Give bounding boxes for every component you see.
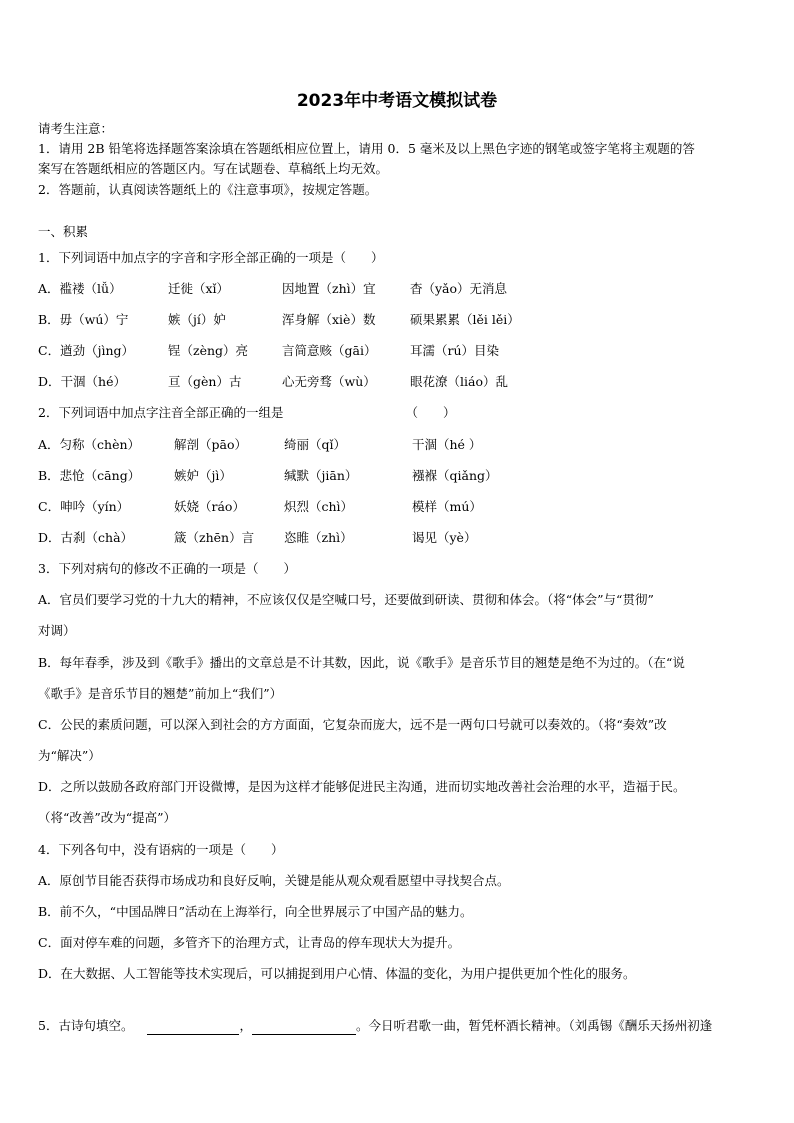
q4-stem: 4．下列各句中，没有语病的一项是（ ） xyxy=(38,842,284,857)
q2-option-d: D．古刹（chà） 箴（zhēn）言 恣睢（zhì） 谒见（yè） xyxy=(38,530,477,545)
q1-option-c: C．遒劲（jìng） 锃（zèng）亮 言简意赅（gāi） 耳濡（rú）目染 xyxy=(38,343,500,358)
q2-option-b: B．悲怆（cāng） 嫉妒（jì） 缄默（jiān） 襁褓（qiǎng） xyxy=(38,468,498,483)
page-title: 2023年中考语文模拟试卷 xyxy=(296,91,498,111)
notice-item-1-cont: 案写在答题纸相应的答题区内。写在试题卷、草稿纸上均无效。 xyxy=(38,161,389,176)
notice-heading: 请考生注意： xyxy=(38,121,114,136)
q1-option-a: A．褴褛（lǚ） 迁徙（xǐ） 因地置（zhì）宜 杳（yǎo）无消息 xyxy=(38,281,508,296)
q2-option-c: C．呻吟（yín） 妖娆（ráo） 炽烈（chì） 模样（mú） xyxy=(38,499,482,514)
q3-option-d: D．之所以鼓励各政府部门开设微博，是因为这样才能够促进民主沟通，进而切实地改善社会治理的水平，造福于民。 xyxy=(38,779,686,794)
q1-stem: 1．下列词语中加点字的字音和字形全部正确的一项是（ ） xyxy=(38,250,384,265)
q5-stem: 5．古诗句填空。 ， 。今日听君歌一曲，暂凭杯酒长精神。（刘禹锡《酬乐天扬州初逢 xyxy=(38,1018,713,1033)
q3-option-b: B．每年春季，涉及到《歌手》播出的文章总是不计其数，因此，说《歌手》是音乐节目的翘楚是绝不为过的。（在“说 xyxy=(38,655,685,670)
q1-option-d: D．干涸（hé） 亘（gèn）古 心无旁骛（wù） 眼花潦（liáo）乱 xyxy=(38,374,508,389)
q3-stem: 3．下列对病句的修改不正确的一项是（ ） xyxy=(38,561,296,576)
notice-item-1: 1．请用 2B 铅笔将选择题答案涂填在答题纸相应位置上，请用 0．5 毫米及以上黑色字迹的钢笔或签字笔将主观题的答 xyxy=(38,141,695,156)
q2-option-a: A．匀称（chèn） 解剖（pāo） 绮丽（qǐ） 干涸（hé ） xyxy=(38,437,482,452)
q3-option-a: A．官员们要学习党的十九大的精神，不应该仅仅是空喊口号，还要做到研读、贯彻和体会。（将“体会”与“贯彻” xyxy=(38,592,654,607)
q3-option-d-cont: （将“改善”改为“提高”） xyxy=(38,810,177,825)
q3-option-c-cont: 为“解决”） xyxy=(38,748,101,763)
q4-option-c: C．面对停车难的问题，多管齐下的治理方式，让青岛的停车现状大为提升。 xyxy=(38,935,461,950)
q5-blank-2[interactable] xyxy=(252,1020,356,1035)
q1-option-b: B．毋（wú）宁 嫉（jí）妒 浑身解（xiè）数 硕果累累（lěi lěi） xyxy=(38,312,520,327)
q5-blank-1[interactable] xyxy=(147,1020,239,1035)
q3-option-b-cont: 《歌手》是音乐节目的翘楚”前加上“我们”） xyxy=(38,686,283,701)
q4-option-b: B．前不久，“中国品牌日”活动在上海举行，向全世界展示了中国产品的魅力。 xyxy=(38,904,473,919)
section-heading: 一、积累 xyxy=(38,224,89,239)
q2-stem: 2．下列词语中加点字注音全部正确的一组是 （ ） xyxy=(38,405,456,420)
q4-option-d: D．在大数据、人工智能等技术实现后，可以捕捉到用户心情、体温的变化，为用户提供更加个性化的服务。 xyxy=(38,966,636,981)
notice-item-2: 2．答题前，认真阅读答题纸上的《注意事项》，按规定答题。 xyxy=(38,182,378,197)
q4-option-a: A．原创节目能否获得市场成功和良好反响，关键是能从观众观看愿望中寻找契合点。 xyxy=(38,873,510,888)
q3-option-c: C．公民的素质问题，可以深入到社会的方方面面，它复杂而庞大，远不是一两句口号就可以奏效的。（将“奏效”改 xyxy=(38,717,667,732)
q3-option-a-cont: 对调） xyxy=(38,623,76,638)
